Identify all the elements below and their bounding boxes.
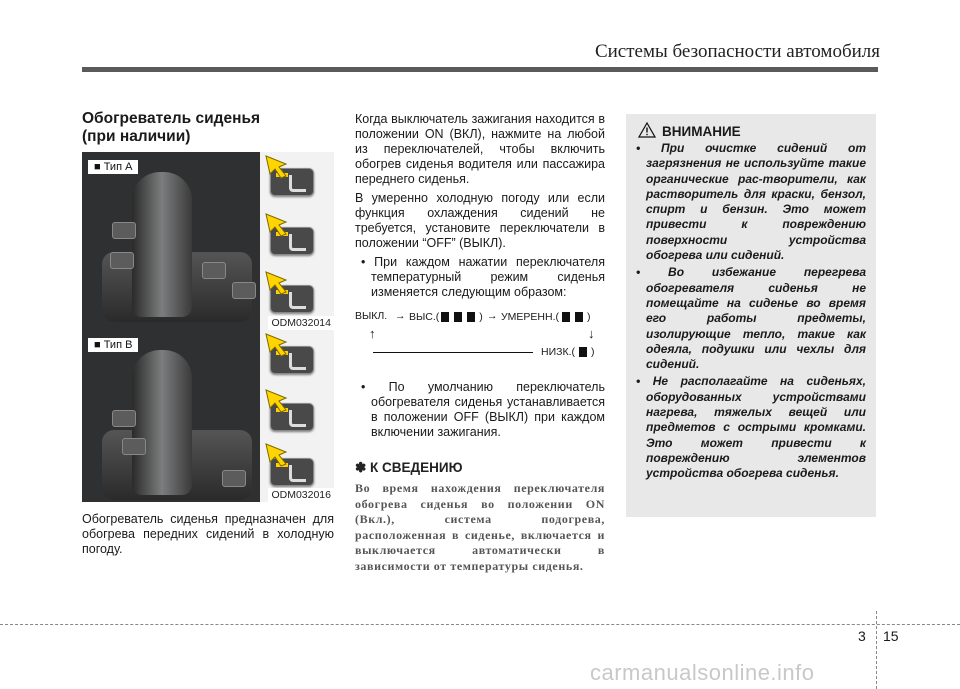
page-number: 15: [883, 628, 899, 644]
info-title: ✽ К СВЕДЕНИЮ: [355, 460, 463, 475]
section-title-line1: Обогреватель сиденья: [82, 110, 261, 127]
section-heading: [82, 110, 334, 146]
mode-medium-label: УМЕРЕНН.(: [501, 310, 560, 323]
warning-item: • Не располагайте на сиденьях, оборудованных устройствами нагрева, тяжелых вещей или предметов с острыми кромками. Это может привести к повреждению элементов устройства обогрева сиденья.: [636, 374, 866, 481]
mode-sequence-diagram: [355, 300, 607, 370]
watermark: carmanualsonline.info: [590, 660, 815, 685]
chapter-number: 3: [858, 628, 866, 644]
figure-tag: ■ Тип B: [88, 338, 138, 352]
paragraph-1: Когда выключатель зажигания находится в положении ON (ВКЛ), нажмите на любой из переключателей, чтобы включить обогрев сиденья водителя или пассажира переднего сиденья.: [355, 112, 605, 186]
warning-item: • Во избежание перегрева обогревателя сиденья не помещайте на сиденье во время его работы предметы, изолирующие тепло, такие как одеяла, подушки или чехлы для сидений.: [636, 265, 866, 372]
two-lamps-icon: [559, 310, 587, 324]
warning-item: • При очистке сидений от загрязнения не используйте такие органические рас-творители, как растворитель для краски, бензол, спирт и бензин. Это может привести к повреждению поверхности устройства обогрева или сидений.: [636, 141, 866, 263]
figure-tag: ■ Тип A: [88, 160, 138, 174]
console-button: [232, 282, 256, 299]
pointer-arrow-icon: [264, 388, 290, 414]
console-button: [110, 252, 134, 269]
gear-shifter: [132, 350, 192, 495]
figure-type-b: [82, 330, 334, 502]
body-text-2: [355, 380, 605, 444]
header-rule: [82, 67, 878, 72]
bullet-1: • При каждом нажатии переключателя температурный режим сиденья изменяется следующим образом:: [361, 255, 605, 299]
mode-low: [541, 345, 595, 359]
pointer-arrow-icon: [264, 270, 290, 296]
return-line: [373, 352, 533, 353]
console-button: [222, 470, 246, 487]
mode-off: ВЫКЛ.: [355, 310, 388, 322]
arrow-right-icon: →: [487, 310, 498, 322]
mode-medium: [501, 310, 591, 324]
pointer-arrow-icon: [264, 212, 290, 238]
gear-shifter: [132, 172, 192, 317]
console-button: [112, 222, 136, 239]
figure-code: ODM032016: [268, 488, 334, 502]
arrow-right-icon: →: [395, 310, 406, 322]
figure-type-a: [82, 152, 334, 330]
warning-box: [626, 114, 876, 517]
figure-caption: Обогреватель сиденья предназначен для обогрева передних сидений в холодную погоду.: [82, 512, 334, 556]
footer-divider: [876, 611, 877, 689]
body-text: [355, 112, 605, 304]
paragraph-2: В умеренно холодную погоду или если функция охлаждения сидений не требуется, установите переключатели в положении “OFF” (ВЫКЛ).: [355, 191, 605, 250]
arrow-up-icon: ↑: [369, 326, 376, 341]
mode-high: [409, 310, 483, 324]
footer-rule: [0, 624, 960, 625]
warning-triangle-icon: [638, 122, 656, 138]
pointer-arrow-icon: [264, 154, 290, 180]
mode-medium-close: ): [587, 310, 591, 323]
console-button: [202, 262, 226, 279]
mode-low-label: НИЗК.(: [541, 345, 576, 358]
pointer-arrow-icon: [264, 442, 290, 468]
warning-title: ВНИМАНИЕ: [662, 124, 741, 139]
section-title-line2: (при наличии): [82, 128, 191, 145]
warning-list: [634, 141, 866, 484]
info-text: Во время нахождения переключателя обогрева сиденья во положении ON (Вкл.), система подогрева, расположенная в сиденье, включается и выключается автоматически в зависимости от температуры сиденья.: [355, 481, 605, 573]
one-lamp-icon: [575, 345, 591, 359]
running-header: Системы безопасности автомобиля: [594, 41, 880, 62]
three-lamps-icon: [439, 310, 479, 324]
console-button: [112, 410, 136, 427]
mode-high-close: ): [479, 310, 483, 323]
console-button: [122, 438, 146, 455]
arrow-down-icon: ↓: [588, 326, 595, 341]
bullet-2: • По умолчанию переключатель обогревателя сиденья устанавливается в положении OFF (ВЫКЛ) при каждом включении зажигания.: [361, 380, 605, 439]
mode-high-label: ВЫС.(: [409, 310, 440, 323]
mode-low-close: ): [591, 345, 595, 358]
figure-code: ODM032014: [268, 316, 334, 330]
pointer-arrow-icon: [264, 332, 290, 358]
